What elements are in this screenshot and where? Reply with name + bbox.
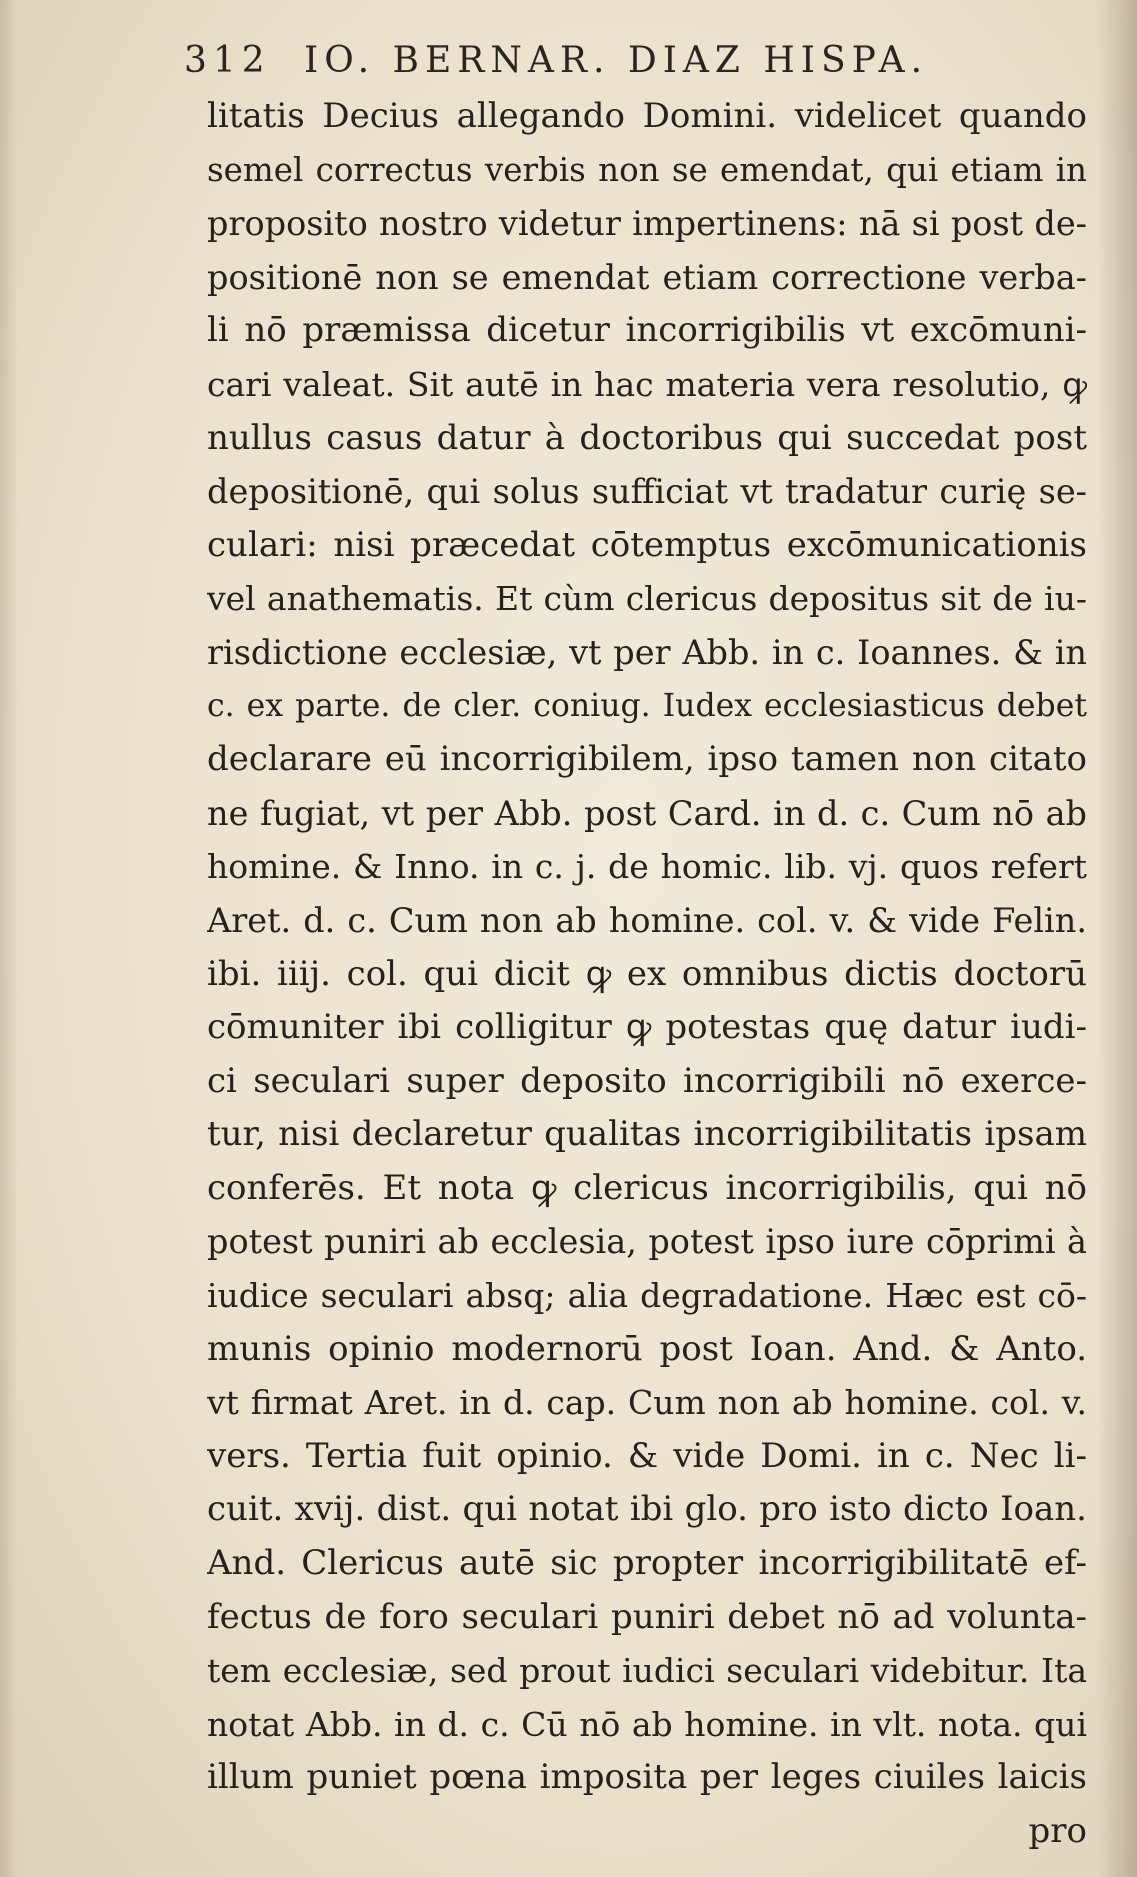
text-line: cuit. xvij. dist. qui notat ibi glo. pro isto dicto Ioan. (207, 1489, 1087, 1530)
text-line: homine. & Inno. in c. j. de homic. lib. vj. quos refert (207, 847, 1087, 887)
text-line: vers. Tertia fuit opinio. & vide Domi. in c. Nec li- (207, 1435, 1087, 1476)
text-line: vel anathematis. Et cùm clericus depositus sit de iu- (207, 579, 1087, 619)
text-line: iudice seculari absq; alia degradatione. Hæc est cō- (207, 1276, 1087, 1316)
text-line: cōmuniter ibi colligitur ꝙ potestas quę datur iudi- (207, 1007, 1087, 1048)
text-line: fectus de foro seculari puniri debet nō ad volunta- (207, 1596, 1087, 1637)
text-line: cari valeat. Sit autē in hac materia vera resolutio, ꝙ (207, 364, 1087, 404)
page-edge-shading (0, 0, 18, 1877)
text-line: positionē non se emendat etiam correctione verba- (207, 257, 1087, 297)
text-line: ne fugiat, vt per Abb. post Card. in d. c. Cum nō ab (207, 793, 1087, 833)
body-text (207, 90, 1087, 1859)
text-line: potest puniri ab ecclesia, potest ipso iure cōprimi à (207, 1222, 1087, 1262)
text-line: vt firmat Aret. in d. cap. Cum non ab homine. col. v. (207, 1383, 1087, 1423)
text-line: Aret. d. c. Cum non ab homine. col. v. & vide Felin. (207, 900, 1087, 940)
text-line: munis opinio modernorū post Ioan. And. & Anto. (207, 1328, 1087, 1369)
text-line: depositionē, qui solus sufficiat vt tradatur curię se- (207, 472, 1087, 512)
text-line: nullus casus datur à doctoribus qui succedat post (207, 417, 1087, 458)
catchword: pro (1028, 1811, 1087, 1851)
text-line: li nō præmissa dicetur incorrigibilis vt excōmuni- (207, 310, 1087, 351)
text-line: tem ecclesiæ, sed prout iudici seculari videbitur. Ita (207, 1651, 1087, 1691)
running-title: IO. BERNAR. DIAZ HISPA. (304, 40, 929, 81)
text-line: ci seculari super deposito incorrigibili nō exerce- (207, 1060, 1087, 1101)
text-line: culari: nisi præcedat cōtemptus excōmunicationis (207, 524, 1087, 565)
text-line: tur, nisi declaretur qualitas incorrigibilitatis ipsam (207, 1114, 1087, 1155)
gutter-shadow (1097, 0, 1137, 1877)
text-line: proposito nostro videtur impertinens: nā si post de- (207, 204, 1087, 244)
text-line: risdictione ecclesiæ, vt per Abb. in c. Ioannes. & in (207, 632, 1087, 672)
text-line: c. ex parte. de cler. coniug. Iudex ecclesiasticus debet (207, 687, 1087, 724)
running-header (184, 40, 944, 88)
text-line: illum puniet pœna imposita per leges ciuiles laicis (207, 1757, 1087, 1798)
text-line: litatis Decius allegando Domini. videlicet quando (207, 96, 1087, 136)
text-line: ibi. iiij. col. qui dicit ꝙ ex omnibus dictis doctorū (207, 953, 1087, 994)
page-number: 312 (184, 40, 271, 81)
text-line: notat Abb. in d. c. Cū nō ab homine. in vlt. nota. qui (207, 1704, 1087, 1744)
text-line: conferēs. Et nota ꝙ clericus incorrigibilis, qui nō (207, 1167, 1087, 1208)
text-line: semel correctus verbis non se emendat, qui etiam in (207, 150, 1087, 189)
text-line: declarare eū incorrigibilem, ipso tamen non citato (207, 739, 1087, 780)
text-line: And. Clericus autē sic propter incorrigibilitatē ef- (207, 1543, 1087, 1584)
